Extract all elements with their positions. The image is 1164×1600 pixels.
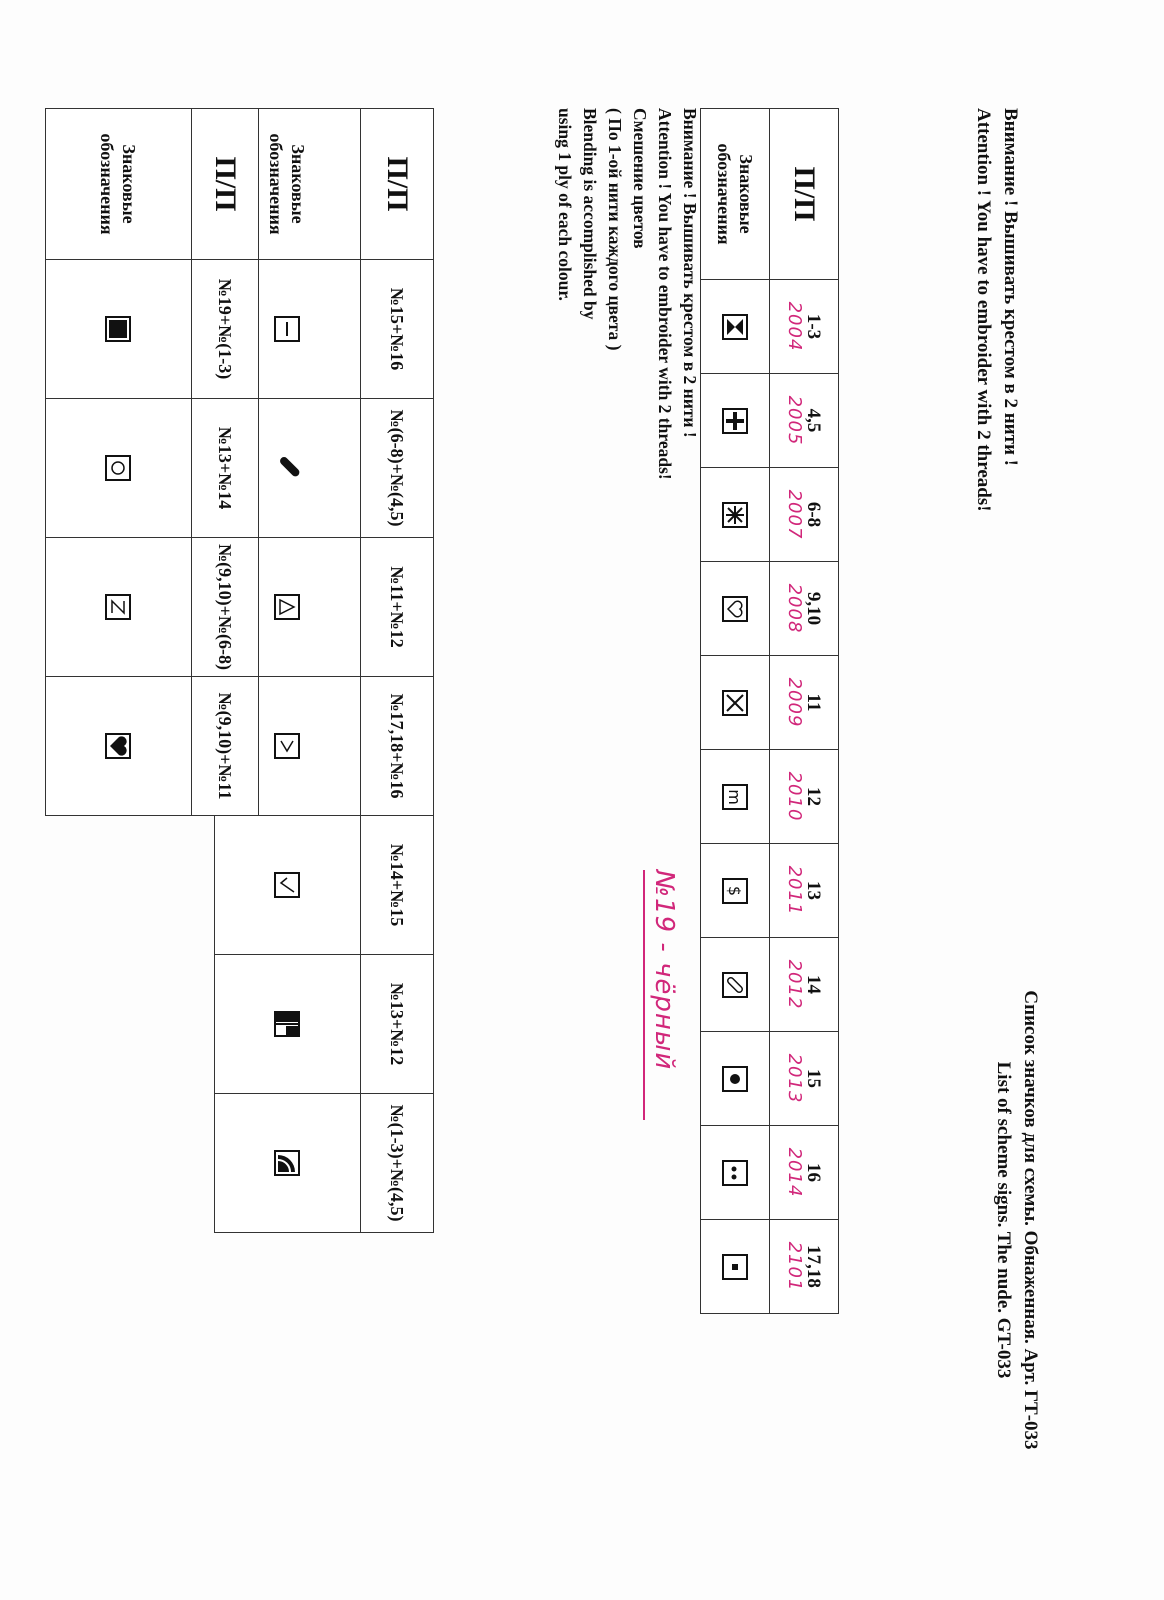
header-signs: Знаковые обозначения — [46, 109, 192, 260]
blend-attention-en: Attention ! You have to embroider with 2 threads! — [655, 108, 675, 480]
table-cell: №(9,10)+№(6-8) — [192, 538, 259, 677]
table-cell: 11 2009 — [770, 656, 839, 750]
table-cell: 6-8 2007 — [770, 468, 839, 562]
quarter-arc-icon — [275, 1150, 301, 1176]
split-block-icon — [275, 1011, 301, 1037]
table-cell — [701, 374, 770, 468]
table-cell — [701, 1032, 770, 1126]
attention-top — [970, 108, 1024, 748]
table-cell: 13 2011 — [770, 844, 839, 938]
table-cell — [701, 750, 770, 844]
table-cell — [46, 260, 192, 399]
blend-en-1: Blending is accomplished by — [580, 108, 600, 320]
table-cell — [701, 280, 770, 374]
z-letter-icon — [106, 594, 132, 620]
table-cell: 16 2014 — [770, 1126, 839, 1220]
page-title — [990, 900, 1044, 1540]
table-cell — [46, 538, 192, 677]
header-pp: П/П — [361, 109, 434, 260]
table-cell: №13+№12 — [361, 955, 434, 1094]
table-cell — [701, 938, 770, 1032]
table-cell — [701, 562, 770, 656]
svg-text:$: $ — [725, 885, 744, 896]
filled-square-icon — [106, 316, 132, 342]
svg-text:m: m — [725, 788, 744, 805]
filled-capsule-icon — [275, 455, 301, 481]
table-cell — [215, 816, 361, 955]
table-cell: №11+№12 — [361, 538, 434, 677]
heart-outline-icon — [722, 596, 748, 622]
table-cell: №(1-3)+№(4,5) — [361, 1094, 434, 1233]
title-en: List of scheme signs. The nude. GT-033 — [993, 1061, 1014, 1379]
table-cell: №(6-8)+№(4,5) — [361, 399, 434, 538]
table-cell: №13+№14 — [192, 399, 259, 538]
blend-en-2: using 1 ply of each colour. — [555, 108, 575, 301]
handwritten-note: №19 - чёрный — [643, 870, 679, 1120]
table-cell — [701, 1126, 770, 1220]
table-cell: 1-3 2004 — [770, 280, 839, 374]
table-cell: 14 2012 — [770, 938, 839, 1032]
minus-icon — [275, 316, 301, 342]
legend-table-blend-2 — [45, 108, 259, 816]
table-cell — [701, 844, 770, 938]
header-signs: Знаковые обозначения — [701, 109, 770, 280]
plus-icon — [722, 408, 748, 434]
table-cell — [215, 955, 361, 1094]
table-cell: 15 2013 — [770, 1032, 839, 1126]
x-box-icon — [722, 690, 748, 716]
blend-note-ru: ( По 1-ой нити каждого цвета ) — [605, 108, 625, 351]
m-letter-icon — [722, 784, 748, 810]
hourglass-icon — [722, 314, 748, 340]
blend-title-ru: Смешение цветов — [630, 108, 650, 249]
table-cell: 12 2010 — [770, 750, 839, 844]
table-cell: №19+№(1-3) — [192, 260, 259, 399]
table-cell — [215, 1094, 361, 1233]
blend-attention-ru: Внимание ! Вышивать крестом в 2 нити ! — [680, 108, 700, 438]
table-cell: 4,5 2005 — [770, 374, 839, 468]
table-cell: 9,10 2008 — [770, 562, 839, 656]
table-cell: №17,18+№16 — [361, 677, 434, 816]
greater-than-icon — [275, 733, 301, 759]
legend-table-single — [700, 108, 839, 1314]
table-cell: №(9,10)+№11 — [192, 677, 259, 816]
triangle-icon — [275, 594, 301, 620]
header-signs: Знаковые обозначения — [215, 109, 361, 260]
table-cell — [701, 1220, 770, 1314]
table-cell: 17,18 2101 — [770, 1220, 839, 1314]
check-slash-icon — [275, 872, 301, 898]
attention-top-en: Attention ! You have to embroider with 2 threads! — [973, 108, 994, 512]
blending-notes — [552, 108, 702, 748]
table-cell — [46, 677, 192, 816]
attention-top-ru: Внимание ! Вышивать крестом в 2 нити ! — [1000, 108, 1021, 466]
filled-dot-icon — [722, 1066, 748, 1092]
two-dots-icon — [722, 1160, 748, 1186]
circle-icon — [106, 455, 132, 481]
header-pp: П/П — [770, 109, 839, 280]
filled-heart-icon — [106, 733, 132, 759]
table-cell — [701, 656, 770, 750]
dollar-icon — [722, 878, 748, 904]
small-square-icon — [722, 1254, 748, 1280]
table-cell: №15+№16 — [361, 260, 434, 399]
table-cell — [46, 399, 192, 538]
asterisk-icon — [722, 502, 748, 528]
table-cell — [701, 468, 770, 562]
title-ru: Список значков для схемы. Обнаженная. Арт. ГТ-033 — [1020, 990, 1041, 1450]
slash-capsule-icon — [722, 972, 748, 998]
header-pp: П/П — [192, 109, 259, 260]
table-cell: №14+№15 — [361, 816, 434, 955]
